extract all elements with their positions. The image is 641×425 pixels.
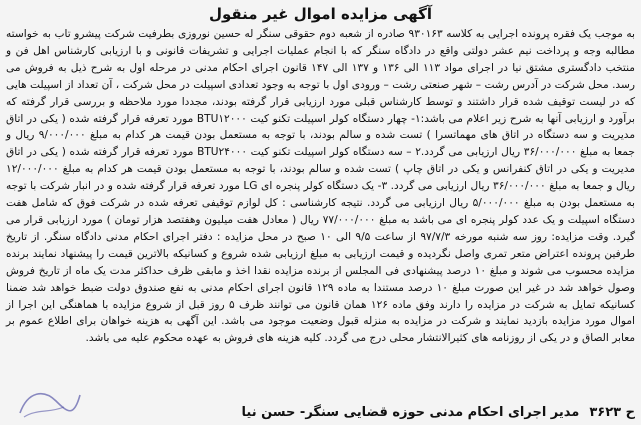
notice-title: آگهی مزایده اموال غیر منقول — [208, 5, 433, 23]
notice-code: ح ۳۶۲۳ — [589, 405, 635, 420]
notice-body: به موجب یک فقره پرونده اجرایی به کلاسه ۹۳۰۱۶۳ صادره از شعبه دوم حقوقی سنگر له حسین نوروزی بطرفیت شرکت پیشرو تاب به خواسته مطالبه وجه و پرداخت نیم عشر دولتی واقع در دادگاه سنگر که با انجام عملیات اجرایی و تشریفات قانونی و با ارزیابی کارشناس اهل فن و منتخب دادگستری مشتق نیا در اجرای مواد ۱۱۳ الی ۱۳۶ و ۱۳۷ الی ۱۴۷ قانون اجرای احکام مدنی در مرحله اول به شرح ذیل به فروش می رسد. محل شرکت در آدرس رشت – شهر صنعتی رشت – ورودی اول با توجه به وجود تعدادی اسپیلت در محل شرکت ، آن تعداد از اسپیلت هایی که در لیست توقیف شده قرار داشتند و توسط کارشناس قبلی مورد ارزیابی قرار گرفته بودند، مجددا مورد ملاحظه و بررسی قرار گرفته که برآورد و ارزیابی آنها به شرح زیر اعلام می باشد:۱- چهار دستگاه کولر اسپیلت تکنو کیت BTU۱۲۰۰۰ مورد تعرفه قرار گرفته شده ( یکی در اتاق مدیریت و سه دستگاه در اتاق های مهماتسرا ) تست شده و سالم بودند، با توجه به مستعمل بودن قیمت هر کدام به مبلغ ۹/۰۰۰/۰۰۰ ریال و جمعا به مبلغ ۳۶/۰۰۰/۰۰۰ ریال ارزیابی می گردد.۲ – سه دستگاه کولر اسپیلت تکنو کیت BTU۲۴۰۰۰ مورد تعرفه قرار گرفته شده ( یکی در اتاق مدیریت و یکی در اتاق کنفرانس و یکی در اتاق چاپ ) تست شده و سالم بودند، با توجه به مستعمل بودن قیمت هر کدام به مبلغ ۱۲/۰۰۰/۰۰۰ ریال و جمعا به مبلغ ۳۶/۰۰۰/۰۰۰ ریال ارزیابی می گردد. ۳- یک دستگاه کولر پنجره ای LG مورد تعرفه قرار گرفته شده و در انبار شرکت با توجه به مستعمل بودن به مبلغ ۵/۰۰۰/۰۰۰ ریال ارزیابی می گردد. نتیجه کارشناسی : کل لوازم توقیفی تعرفه شده در شرکت فوق که شامل هفت دستگاه اسپیلت و یک عدد کولر پنجره ای می باشد به مبلغ ۷۷/۰۰۰/۰۰۰ ریال ( معادل هفت میلیون وهفتصد هزار تومان ) مورد ارزیابی قرار می گیرد. وقت مزایده: روز سه شنبه مورخه ۹۷/۷/۳ از ساعت ۹/۵ الی ۱۰ صبح در محل مزایده : دفتر اجرای احکام مدنی دادگاه سنگر. از تاریخ طرفین پرونده اعتراض متعر تمری واصل نگردیده و قیمت ارزیابی به مبلغ ارزیابی شده شروع و کسانیکه بالاترین قیمت را پیشنهاد نمایند برنده مزایده محسوب می شوند و مبلغ ۱۰ درصد پیشنهادی فی المجلس از برنده مزایده نقدا اخذ و مابقی ظرف حداکثر مدت یک ماه از تاریخ فروش وصول خواهد شد در غیر این صورت مبلغ ۱۰ درصد مستندا به ماده ۱۲۹ قانون اجرای احکام مدنی به نفع صندوق دولت ضبط خواهد شد ضمنا کسانیکه تمایل به شرکت در مزایده را دارند وفق ماده ۱۲۶ همان قانون می توانند ظرف ۵ روز قبل از شروع مزایده با هماهنگی این اجرا از اموال مورد مزایده بازدید نمایند و شرکت در مزایده به منزله قبول وضعیت موجود می باشد. این آگهی به هزینه خواهان برای اطلاع عموم بر معابر الصاق و در یکی از روزنامه های کثیرالانتشار محلی درج می گردد. کلیه هزینه های فروش به عهده محکوم علیه می باشد. — [6, 28, 636, 345]
notice-signature: مدیر اجرای احکام مدنی حوزه قضایی سنگر- حسن نیا — [241, 405, 580, 420]
notice-footer — [6, 404, 635, 422]
